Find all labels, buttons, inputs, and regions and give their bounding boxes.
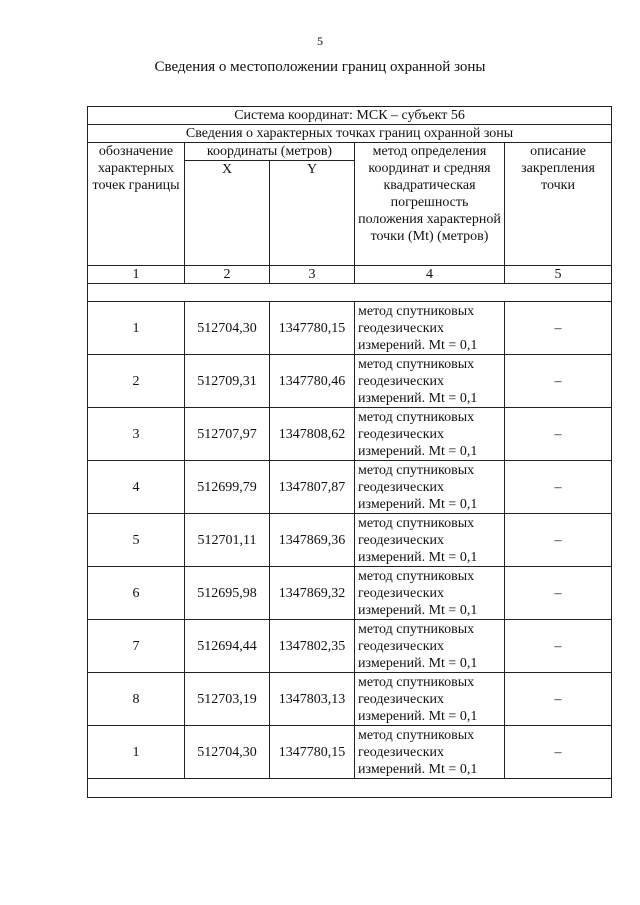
- method-cell: [355, 302, 505, 355]
- table-row: [88, 408, 612, 461]
- method-line: метод спутниковых: [358, 303, 475, 319]
- method-line: измерений. Mt = 0,1: [358, 655, 478, 671]
- section-header: Сведения о характерных точках границ охранной зоны: [88, 125, 612, 143]
- table-row: [88, 514, 612, 567]
- header-description: описание закрепления точки: [505, 143, 612, 266]
- coord-y: 1347802,35: [270, 620, 355, 673]
- fixing-description: –: [505, 726, 612, 779]
- header-x: X: [185, 161, 270, 266]
- method-line: метод спутниковых: [358, 356, 475, 372]
- method-cell: [355, 673, 505, 726]
- method-line: измерений. Mt = 0,1: [358, 337, 478, 353]
- document-title: Сведения о местоположении границ охранной зоны: [154, 59, 486, 75]
- column-number: 4: [355, 266, 505, 284]
- point-number: 8: [88, 673, 185, 726]
- method-line: геодезических: [358, 638, 445, 654]
- coord-x: 512701,11: [185, 514, 270, 567]
- coord-x: 512694,44: [185, 620, 270, 673]
- empty-separator-row: [88, 284, 612, 302]
- column-number: 1: [88, 266, 185, 284]
- fixing-description: –: [505, 514, 612, 567]
- header-method: метод определения координат и средняя квадратическая погрешность положения характерной точки (Mt) (метров): [355, 143, 505, 266]
- method-line: измерений. Mt = 0,1: [358, 761, 478, 777]
- method-line: геодезических: [358, 691, 445, 707]
- method-line: геодезических: [358, 320, 445, 336]
- table-row: [88, 620, 612, 673]
- method-cell: [355, 620, 505, 673]
- table-row: [88, 355, 612, 408]
- method-line: геодезических: [358, 373, 445, 389]
- method-line: геодезических: [358, 585, 445, 601]
- header-designation: обозначение характерных точек границы: [88, 143, 185, 266]
- fixing-description: –: [505, 620, 612, 673]
- header-coordinates: координаты (метров): [185, 143, 355, 161]
- coord-y: 1347780,46: [270, 355, 355, 408]
- coord-y: 1347808,62: [270, 408, 355, 461]
- point-number: 4: [88, 461, 185, 514]
- coord-y: 1347780,15: [270, 302, 355, 355]
- table-row: [88, 567, 612, 620]
- method-cell: [355, 726, 505, 779]
- point-number: 7: [88, 620, 185, 673]
- table-row: [88, 726, 612, 779]
- table-row: [88, 461, 612, 514]
- method-cell: [355, 408, 505, 461]
- coord-y: 1347807,87: [270, 461, 355, 514]
- method-cell: [355, 355, 505, 408]
- method-line: геодезических: [358, 744, 445, 760]
- point-number: 2: [88, 355, 185, 408]
- method-cell: [355, 567, 505, 620]
- method-line: измерений. Mt = 0,1: [358, 549, 478, 565]
- fixing-description: –: [505, 567, 612, 620]
- coord-x: 512699,79: [185, 461, 270, 514]
- coord-x: 512704,30: [185, 302, 270, 355]
- column-number: 5: [505, 266, 612, 284]
- coord-x: 512703,19: [185, 673, 270, 726]
- point-number: 3: [88, 408, 185, 461]
- empty-footer-row: [88, 779, 612, 798]
- method-line: метод спутниковых: [358, 409, 475, 425]
- coordinate-system-header: Система координат: МСК – субъект 56: [88, 107, 612, 125]
- method-line: метод спутниковых: [358, 621, 475, 637]
- method-line: метод спутниковых: [358, 568, 475, 584]
- column-number: 3: [270, 266, 355, 284]
- method-line: геодезических: [358, 532, 445, 548]
- coord-y: 1347803,13: [270, 673, 355, 726]
- fixing-description: –: [505, 355, 612, 408]
- fixing-description: –: [505, 673, 612, 726]
- coord-x: 512695,98: [185, 567, 270, 620]
- method-line: измерений. Mt = 0,1: [358, 708, 478, 724]
- fixing-description: –: [505, 461, 612, 514]
- method-line: метод спутниковых: [358, 462, 475, 478]
- coord-x: 512707,97: [185, 408, 270, 461]
- header-y: Y: [270, 161, 355, 266]
- coord-y: 1347780,15: [270, 726, 355, 779]
- method-cell: [355, 461, 505, 514]
- method-line: геодезических: [358, 426, 445, 442]
- coord-y: 1347869,36: [270, 514, 355, 567]
- method-line: измерений. Mt = 0,1: [358, 602, 478, 618]
- fixing-description: –: [505, 408, 612, 461]
- point-number: 1: [88, 302, 185, 355]
- method-line: геодезических: [358, 479, 445, 495]
- table-row: [88, 302, 612, 355]
- point-number: 6: [88, 567, 185, 620]
- coord-x: 512709,31: [185, 355, 270, 408]
- coord-x: 512704,30: [185, 726, 270, 779]
- method-cell: [355, 514, 505, 567]
- table-row: [88, 673, 612, 726]
- page-number: 5: [317, 34, 323, 48]
- point-number: 5: [88, 514, 185, 567]
- method-line: метод спутниковых: [358, 674, 475, 690]
- method-line: измерений. Mt = 0,1: [358, 443, 478, 459]
- method-line: метод спутниковых: [358, 727, 475, 743]
- column-number: 2: [185, 266, 270, 284]
- method-line: метод спутниковых: [358, 515, 475, 531]
- fixing-description: –: [505, 302, 612, 355]
- method-line: измерений. Mt = 0,1: [358, 496, 478, 512]
- method-line: измерений. Mt = 0,1: [358, 390, 478, 406]
- point-number: 1: [88, 726, 185, 779]
- coord-y: 1347869,32: [270, 567, 355, 620]
- boundary-points-table: [87, 106, 612, 798]
